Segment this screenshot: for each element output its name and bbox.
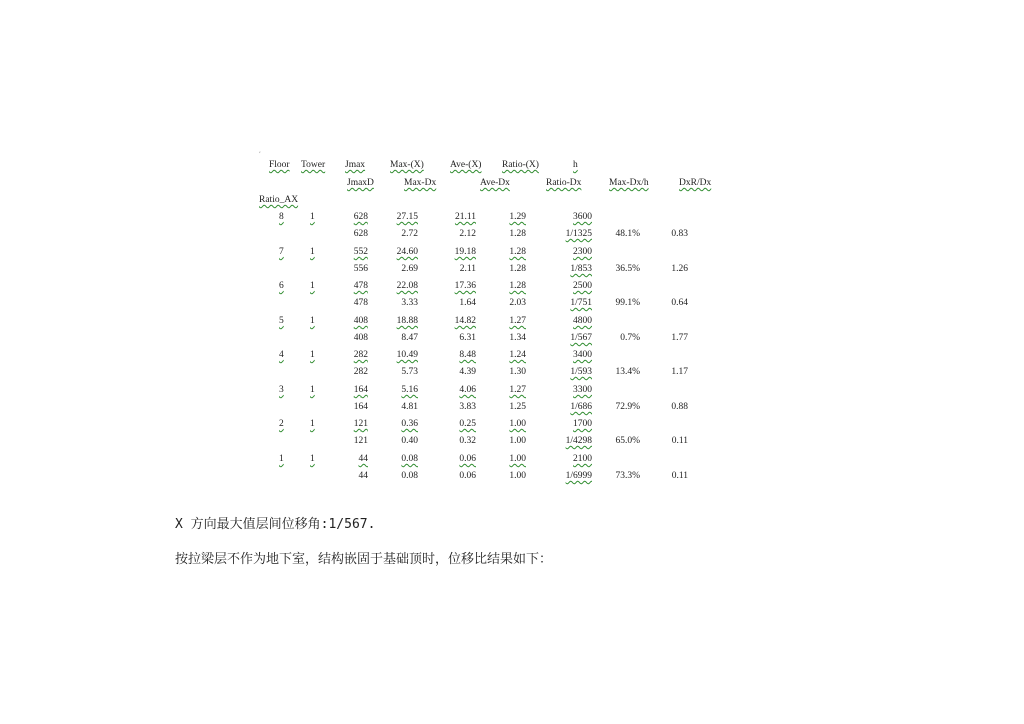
header-cell: Max-(X): [390, 160, 424, 170]
maxd-cell: 0.40: [401, 436, 418, 446]
jmax-cell: 552: [353, 247, 368, 257]
maxd-cell: 5.73: [401, 367, 418, 377]
maxdh-cell: 1/4298: [565, 436, 592, 446]
maxdh-cell: 1/853: [570, 264, 592, 274]
tower-cell: 1: [310, 281, 315, 291]
maxd-cell: 2.69: [401, 264, 418, 274]
header-cell: JmaxD: [347, 178, 374, 188]
maxd-cell: 0.08: [401, 471, 418, 481]
tower-cell: 1: [310, 350, 315, 360]
header-cell: Ratio-Dx: [546, 178, 582, 188]
drift-table: , Floor Tower Jmax Max-(X) Ave-(X) Ratio-(X) h JmaxD Max-Dx Ave-Dx Ratio-Dx Max-Dx/h DxR/Dx Ratio_AX 8 1 628 27.15 21.11 1.29 3600 628 2.72 2.12 1.28 1/1325 48.1% 0.83 7 1 552 24.60 19.18 1.28 2300 556 2.69 2.11 1.28 1/853 36.5% 1.26 6 1 478 22.08 17.36 1.28 2500 478 3.33 1.64 2.03 1/751 99.1% 0.64 5 1 408 18.88 14.82 1.27 4800 408 8.47 6.31 1.34 1/567 0.7% 1.77 4 1 282 10.49 8.48 1.24 3400 282 5.73 4.39 1.30 1/593 13.4% 1.17 3 1 164 5.16 4.06 1.27 3300 164 4.81 3.83 1.25 1/686 72.9% 0.88 2 1 121 0.36 0.25 1.00 1700 121 0.40 0.32 1.00 1/4298 65.0% 0.11 1 1 44 0.08 0.06 1.00 2100 44 0.08 0.06 1.00 1/6999 73.3% 0.11: [259, 147, 712, 481]
header-cell: Ave-Dx: [480, 178, 510, 188]
dxr-cell: 36.5%: [615, 264, 640, 274]
aved-cell: 1.64: [459, 298, 476, 308]
header-cell: Floor: [269, 160, 290, 170]
floor-cell: 6: [279, 281, 284, 291]
ave-cell: 21.11: [454, 212, 476, 222]
aved-cell: 2.12: [459, 229, 476, 239]
dxr-cell: 72.9%: [615, 402, 640, 412]
jmaxd-cell: 478: [353, 298, 368, 308]
ave-cell: 14.82: [454, 316, 476, 326]
header-cell: Max-Dx/h: [609, 178, 649, 188]
aved-cell: 0.06: [459, 471, 476, 481]
ratiod-cell: 1.00: [509, 471, 526, 481]
h-cell: 2100: [573, 454, 592, 464]
ratio-cell: 1.29: [509, 212, 526, 222]
aved-cell: 0.32: [459, 436, 476, 446]
ratio-cell: 1.27: [509, 316, 526, 326]
dxr-cell: 99.1%: [615, 298, 640, 308]
ratioax-cell: 1.17: [671, 367, 688, 377]
tower-cell: 1: [310, 454, 315, 464]
max-cell: 24.60: [396, 247, 418, 257]
floor-cell: 4: [279, 350, 284, 360]
floor-cell: 2: [279, 419, 284, 429]
ratio-cell: 1.28: [509, 281, 526, 291]
ratio-cell: 1.27: [509, 385, 526, 395]
tower-cell: 1: [310, 247, 315, 257]
max-cell: 27.15: [396, 212, 418, 222]
jmaxd-cell: 408: [353, 333, 368, 343]
jmaxd-cell: 556: [353, 264, 368, 274]
ratiod-cell: 1.28: [509, 229, 526, 239]
header-cell: Ratio_AX: [259, 195, 299, 205]
ratio-cell: 1.00: [509, 419, 526, 429]
tower-cell: 1: [310, 212, 315, 222]
h-cell: 2300: [573, 247, 592, 257]
ratioax-cell: 0.11: [671, 471, 688, 481]
dxr-cell: 0.7%: [620, 333, 640, 343]
maxdh-cell: 1/1325: [565, 229, 592, 239]
ave-cell: 8.48: [459, 350, 476, 360]
ratioax-cell: 0.11: [671, 436, 688, 446]
floor-cell: 5: [279, 316, 284, 326]
jmax-cell: 478: [353, 281, 368, 291]
maxd-cell: 2.72: [401, 229, 418, 239]
ratioax-cell: 0.88: [671, 402, 688, 412]
max-cell: 22.08: [396, 281, 418, 291]
jmax-cell: 121: [353, 419, 368, 429]
jmaxd-cell: 44: [358, 471, 368, 481]
jmax-cell: 628: [353, 212, 368, 222]
dxr-cell: 48.1%: [615, 229, 640, 239]
aved-cell: 3.83: [459, 402, 476, 412]
ratioax-cell: 0.83: [671, 229, 688, 239]
header-cell: Tower: [301, 160, 326, 170]
ratiod-cell: 1.00: [509, 436, 526, 446]
ratiod-cell: 1.25: [509, 402, 526, 412]
ratioax-cell: 0.64: [671, 298, 688, 308]
ratioax-cell: 1.26: [671, 264, 688, 274]
header-cell: Ratio-(X): [502, 160, 539, 170]
floor-cell: 7: [279, 247, 284, 257]
dxr-cell: 73.3%: [615, 471, 640, 481]
ave-cell: 4.06: [459, 385, 476, 395]
max-cell: 18.88: [396, 316, 418, 326]
aved-cell: 4.39: [459, 367, 476, 377]
aved-cell: 6.31: [459, 333, 476, 343]
ratiod-cell: 1.30: [509, 367, 526, 377]
tower-cell: 1: [310, 419, 315, 429]
header-cell: DxR/Dx: [679, 178, 712, 188]
jmax-cell: 282: [353, 350, 368, 360]
jmax-cell: 44: [358, 454, 368, 464]
ave-cell: 19.18: [454, 247, 476, 257]
h-cell: 4800: [573, 316, 592, 326]
jmaxd-cell: 282: [353, 367, 368, 377]
dxr-cell: 13.4%: [615, 367, 640, 377]
h-cell: 2500: [573, 281, 592, 291]
tower-cell: 1: [310, 316, 315, 326]
jmax-cell: 164: [353, 385, 368, 395]
maxdh-cell: 1/686: [570, 402, 592, 412]
max-cell: 0.36: [401, 419, 418, 429]
maxdh-cell: 1/6999: [565, 471, 592, 481]
maxd-cell: 8.47: [401, 333, 418, 343]
ratio-cell: 1.28: [509, 247, 526, 257]
tower-cell: 1: [310, 385, 315, 395]
floor-cell: 8: [279, 212, 284, 222]
h-cell: 1700: [573, 419, 592, 429]
h-cell: 3600: [573, 212, 592, 222]
ratiod-cell: 1.28: [509, 264, 526, 274]
h-cell: 3300: [573, 385, 592, 395]
jmaxd-cell: 164: [353, 402, 368, 412]
jmax-cell: 408: [353, 316, 368, 326]
h-cell: 3400: [573, 350, 592, 360]
maxdh-cell: 1/567: [570, 333, 592, 343]
maxd-cell: 4.81: [401, 402, 418, 412]
max-cell: 0.08: [401, 454, 418, 464]
ave-cell: 0.25: [459, 419, 476, 429]
header-cell: Max-Dx: [404, 178, 437, 188]
maxd-cell: 3.33: [401, 298, 418, 308]
header-cell: h: [573, 160, 578, 170]
maxdh-cell: 1/751: [570, 298, 592, 308]
header-cell: Ave-(X): [450, 160, 482, 170]
max-drift-text: X 方向最大值层间位移角:1/567.: [175, 517, 376, 532]
ratio-cell: 1.00: [509, 454, 526, 464]
floor-cell: 3: [279, 385, 284, 395]
jmaxd-cell: 628: [353, 229, 368, 239]
header-cell: Jmax: [345, 160, 366, 170]
ratio-cell: 1.24: [509, 350, 526, 360]
ratiod-cell: 2.03: [509, 298, 526, 308]
aved-cell: 2.11: [459, 264, 476, 274]
max-cell: 10.49: [396, 350, 418, 360]
max-cell: 5.16: [401, 385, 418, 395]
ave-cell: 17.36: [454, 281, 476, 291]
ratioax-cell: 1.77: [671, 333, 688, 343]
maxdh-cell: 1/593: [570, 367, 592, 377]
note-text: 按拉梁层不作为地下室，结构嵌固于基础顶时，位移比结果如下：: [175, 552, 553, 567]
ave-cell: 0.06: [459, 454, 476, 464]
floor-cell: 1: [279, 454, 284, 464]
ratiod-cell: 1.34: [509, 333, 526, 343]
dxr-cell: 65.0%: [615, 436, 640, 446]
jmaxd-cell: 121: [353, 436, 368, 446]
